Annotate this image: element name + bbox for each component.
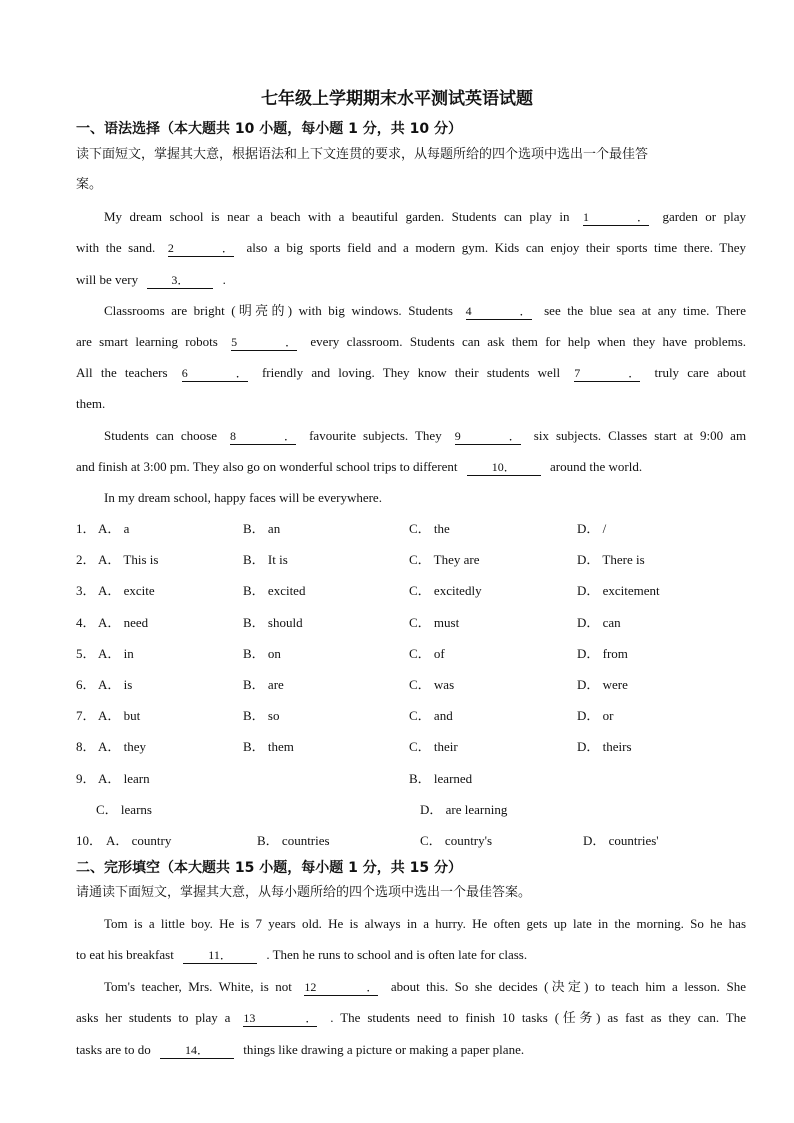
passage-text: favourite subjects. They: [309, 428, 442, 443]
passage-text: garden or play: [662, 209, 747, 224]
option-a[interactable]: A． in: [98, 646, 134, 661]
option-c[interactable]: C． country's: [420, 833, 493, 848]
passage-text: will be very: [76, 272, 139, 287]
option-c[interactable]: C． and: [409, 708, 453, 723]
question-number: 2．: [76, 552, 96, 567]
option-d[interactable]: D． There is: [577, 552, 645, 567]
passage-line: [76, 333, 746, 351]
option-a[interactable]: A． learn: [98, 771, 150, 786]
blank-4[interactable]: 4．: [465, 304, 532, 318]
option-b[interactable]: B． should: [243, 615, 303, 630]
passage-text: tasks are to do: [76, 1042, 151, 1057]
option-b[interactable]: B． It is: [243, 552, 288, 567]
question-number: 9．: [76, 771, 96, 786]
option-b[interactable]: B． excited: [243, 583, 306, 598]
blank-9[interactable]: 9．: [454, 429, 521, 443]
option-d[interactable]: D． are learning: [420, 802, 508, 817]
option-d[interactable]: D． countries': [583, 833, 659, 848]
section2-heading: 二、完形填空（本大题共 15 小题，每小题 1 分，共 15 分）: [76, 860, 462, 876]
option-d[interactable]: D． theirs: [577, 739, 632, 754]
blank-12[interactable]: 12．: [304, 980, 379, 994]
blank-14[interactable]: 14．: [160, 1043, 234, 1059]
passage-text: truly care about: [654, 365, 747, 380]
section2-instruction: 请通读下面短文，掌握其大意，从每小题所给的四个选项中选出一个最佳答案。: [76, 885, 532, 900]
passage-line: [104, 978, 746, 996]
passage-text: All the teachers: [76, 365, 168, 380]
blank-2[interactable]: 2．: [167, 241, 234, 255]
option-d[interactable]: D． from: [577, 646, 628, 661]
passage-text: asks her students to play a: [76, 1010, 231, 1025]
passage-text: to eat his breakfast: [76, 947, 174, 962]
option-b[interactable]: B． them: [243, 739, 294, 754]
question-number: 7．: [76, 708, 96, 723]
option-a[interactable]: A． a: [98, 521, 130, 536]
section1-instruction-line2: 案。: [76, 177, 103, 192]
option-c[interactable]: C． of: [409, 646, 445, 661]
option-b[interactable]: B． countries: [257, 833, 330, 848]
question-number: 10．: [76, 833, 103, 848]
blank-11[interactable]: 11．: [183, 948, 257, 964]
passage-line: [104, 427, 746, 445]
option-a[interactable]: A． but: [98, 708, 141, 723]
blank-3[interactable]: 3．: [147, 273, 213, 289]
page-title: 七年级上学期期末水平测试英语试题: [261, 89, 533, 109]
passage-line: [76, 239, 746, 257]
passage-text: them.: [76, 396, 106, 411]
blank-8[interactable]: 8．: [230, 429, 297, 443]
passage-line: [76, 458, 746, 476]
passage-text: also a big sports field and a modern gym. Kids can enjoy their sports time there. They: [246, 240, 747, 255]
blank-5[interactable]: 5．: [231, 335, 298, 349]
question-number: 8．: [76, 739, 96, 754]
option-d[interactable]: D． can: [577, 615, 621, 630]
option-c[interactable]: C． excitedly: [409, 583, 482, 598]
passage-text: with the sand.: [76, 240, 156, 255]
passage-text: Students can choose: [104, 428, 217, 443]
option-c[interactable]: C． the: [409, 521, 450, 536]
blank-13[interactable]: 13．: [243, 1011, 318, 1025]
passage-text: Tom's teacher, Mrs. White, is not: [104, 979, 292, 994]
passage-line: [76, 364, 746, 382]
passage-line: Tom is a little boy. He is 7 years old. He is always in a hurry. He often gets up late in the morning. So he has: [104, 916, 746, 931]
passage-text: My dream school is near a beach with a beautiful garden. Students can play in: [104, 209, 570, 224]
passage-text: around the world.: [550, 459, 643, 474]
option-c[interactable]: C． must: [409, 615, 460, 630]
passage-text: . Then he runs to school and is often late for class.: [266, 947, 528, 962]
option-c[interactable]: C． was: [409, 677, 455, 692]
option-c[interactable]: C． learns: [96, 802, 152, 817]
section1-instruction-line1: 读下面短文，掌握其大意，根据语法和上下文连贯的要求，从每题所给的四个选项中选出一个最佳答: [76, 147, 649, 162]
blank-6[interactable]: 6．: [181, 366, 248, 380]
option-a[interactable]: A． need: [98, 615, 149, 630]
passage-text: and finish at 3:00 pm. They also go on wonderful school trips to different: [76, 459, 458, 474]
passage-text: six subjects. Classes start at 9:00 am: [533, 428, 747, 443]
option-b[interactable]: B． learned: [409, 771, 473, 786]
passage-line: [104, 302, 746, 320]
option-a[interactable]: A． This is: [98, 552, 159, 567]
section1-heading: 一、语法选择（本大题共 10 小题，每小题 1 分，共 10 分）: [76, 121, 462, 137]
passage-text: every classroom. Students can ask them for help when they have problems.: [310, 334, 747, 349]
option-d[interactable]: D． or: [577, 708, 614, 723]
passage-text: about this. So she decides (决定) to teach him a lesson. She: [390, 979, 746, 994]
option-a[interactable]: A． is: [98, 677, 133, 692]
passage-line: [104, 208, 746, 226]
passage-line: [76, 946, 746, 964]
option-b[interactable]: B． an: [243, 521, 281, 536]
option-b[interactable]: B． are: [243, 677, 284, 692]
blank-1[interactable]: 1．: [582, 210, 649, 224]
passage-line: [76, 395, 746, 413]
passage-text: things like drawing a picture or making a paper plane.: [243, 1042, 525, 1057]
passage-line: [76, 1041, 746, 1059]
option-d[interactable]: D． excitement: [577, 583, 660, 598]
passage-line: [76, 1009, 746, 1027]
passage-text: friendly and loving. They know their students well: [261, 365, 561, 380]
blank-10[interactable]: 10．: [467, 460, 541, 476]
passage-text: . The students need to finish 10 tasks (任务) as fast as they can. The: [330, 1010, 746, 1025]
passage-text: see the blue sea at any time. There: [544, 303, 747, 318]
passage-text: Classrooms are bright (明亮的) with big windows. Students: [104, 303, 453, 318]
passage-text: .: [222, 272, 226, 287]
blank-7[interactable]: 7．: [574, 366, 641, 380]
question-number: 5．: [76, 646, 96, 661]
option-c[interactable]: C． their: [409, 739, 458, 754]
option-c[interactable]: C． They are: [409, 552, 480, 567]
option-d[interactable]: D． were: [577, 677, 628, 692]
question-number: 6．: [76, 677, 96, 692]
option-a[interactable]: A． country: [106, 833, 172, 848]
question-number: 1．: [76, 521, 96, 536]
question-number: 3．: [76, 583, 96, 598]
passage-text: are smart learning robots: [76, 334, 218, 349]
option-d[interactable]: D． /: [577, 521, 607, 536]
question-number: 4．: [76, 615, 96, 630]
option-a[interactable]: A． excite: [98, 583, 155, 598]
option-b[interactable]: B． so: [243, 708, 280, 723]
option-b[interactable]: B． on: [243, 646, 281, 661]
passage-line: In my dream school, happy faces will be everywhere.: [104, 490, 382, 505]
passage-line: [76, 271, 746, 289]
option-a[interactable]: A． they: [98, 739, 147, 754]
